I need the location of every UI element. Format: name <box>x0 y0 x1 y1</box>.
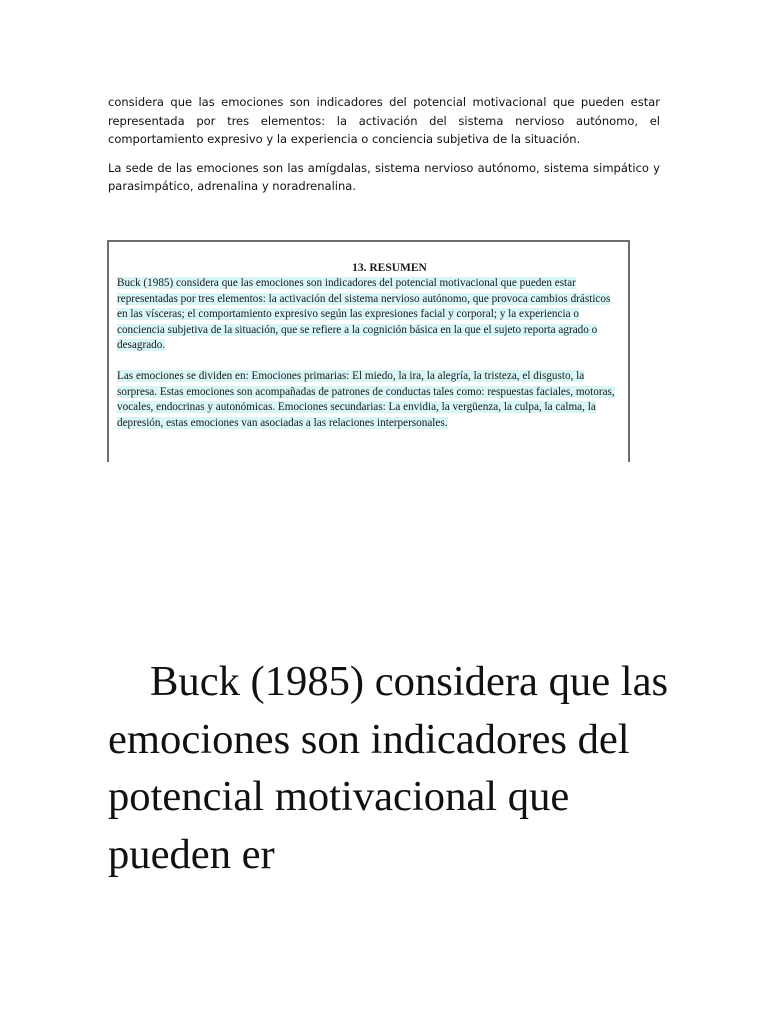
large-text-excerpt: Buck (1985) considera que las emociones son indicadores del potencial motivacional que pueden er <box>108 658 669 878</box>
summary-figure-image <box>107 240 630 462</box>
summary-figure-title: 13. RESUMEN <box>352 262 427 274</box>
highlighted-text: Las emociones se dividen en: Emociones primarias: El miedo, la ira, la alegría, la tristeza, el disgusto, la sorpresa. Estas emociones son acompañadas de patrones de conductas tales como: respuestas faciales, motoras, vocales, endocrinas y autonómicas. Emociones secundarias: La envidia, la vergüenza, la culpa, la calma, la depresión, estas emociones van asociadas a las relaciones interpersonales. <box>117 369 615 429</box>
paragraph-emotions-definition: considera que las emociones son indicadores del potencial motivacional que pueden estar representada por tres elementos: la activación del sistema nervioso autónomo, el comportamiento expresivo y la experiencia o conciencia subjetiva de la situación. <box>108 95 660 147</box>
summary-paragraph-buck <box>117 276 622 354</box>
summary-paragraph-classification <box>117 369 622 431</box>
paragraph-emotions-seat: La sede de las emociones son las amígdalas, sistema nervioso autónomo, sistema simpático y parasimpático, adrenalina y noradrenalina. <box>108 160 660 194</box>
highlighted-text: Buck (1985) considera que las emociones son indicadores del potencial motivacional que pueden estar representadas por tres elementos: la activación del sistema nervioso autónomo, que provoca cambios drásticos en las vísceras; el comportamiento expresivo según las expresiones facial y corporal; y la experiencia o conciencia subjetiva de la situación, que se refiere a la cognición básica en la que el sujeto reporta agrado o desagrado. <box>117 277 611 352</box>
document-body-text <box>108 93 660 206</box>
summary-figure-content <box>117 260 622 431</box>
